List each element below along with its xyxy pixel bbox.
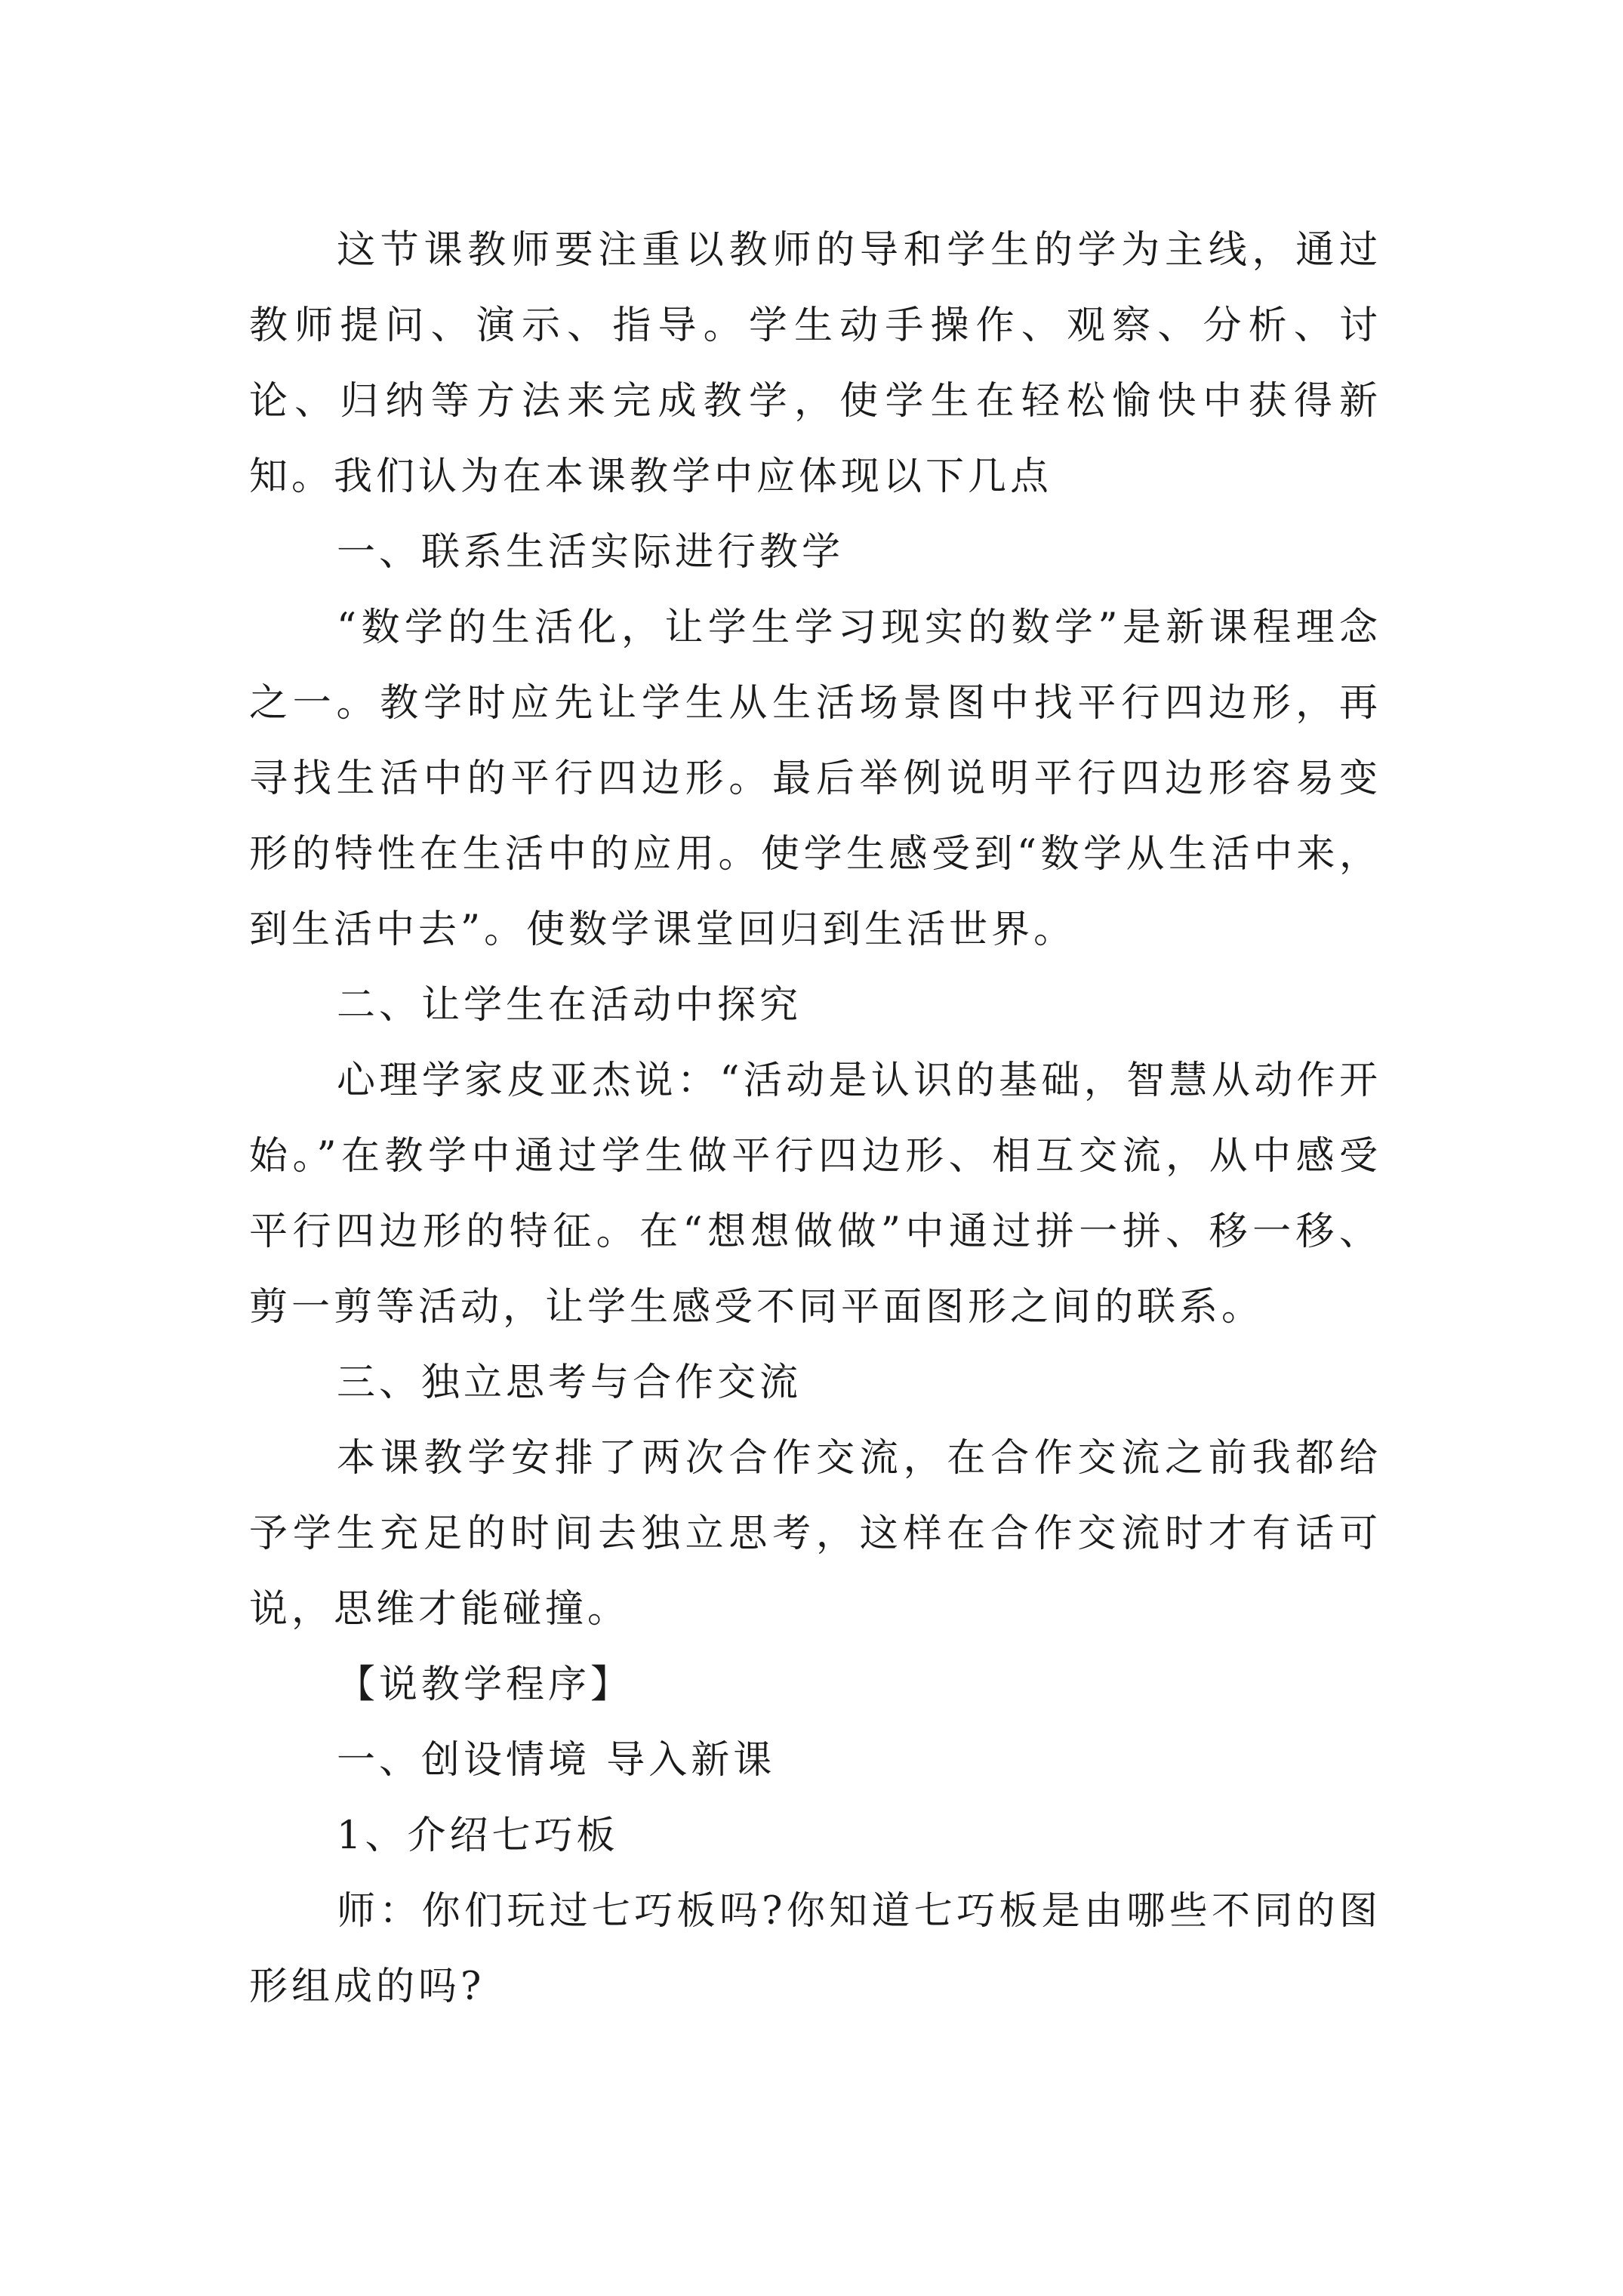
paragraph-teacher-question: 师：你们玩过七巧板吗?你知道七巧板是由哪些不同的图形组成的吗?	[249, 1889, 1381, 2009]
subheading-tangram-intro: 1、介绍七巧板	[337, 1814, 619, 1858]
paragraph-intro: 这节课教师要注重以教师的导和学生的学为主线，通过教师提问、演示、指导。学生动手操作、观察、分析、讨论、归纳等方法来完成教学，使学生在轻松愉快中获得新知。我们认为在本课教学中应体现以下几点	[249, 228, 1381, 499]
heading-independent-thinking: 三、独立思考与合作交流	[337, 1361, 802, 1405]
document-body	[249, 213, 1381, 2025]
heading-activity-exploration: 二、让学生在活动中探究	[337, 983, 802, 1028]
paragraph-life-connection: “数学的生活化，让学生学习现实的数学”是新课程理念之一。教学时应先让学生从生活场景图中找平行四边形，再寻找生活中的平行四边形。最后举例说明平行四边形容易变形的特性在生活中的应用。使学生感受到“数学从生活中来，到生活中去”。使数学课堂回归到生活世界。	[249, 606, 1381, 952]
heading-life-connection: 一、联系生活实际进行教学	[337, 530, 845, 575]
paragraph-independent-thinking: 本课教学安排了两次合作交流，在合作交流之前我都给予学生充足的时间去独立思考，这样在合作交流时才有话可说，思维才能碰撞。	[249, 1436, 1381, 1632]
section-title-teaching-procedure: 【说教学程序】	[337, 1663, 633, 1707]
paragraph-activity-exploration: 心理学家皮亚杰说：“活动是认识的基础，智慧从动作开始。”在教学中通过学生做平行四边形、相互交流，从中感受平行四边形的特征。在“想想做做”中通过拼一拼、移一移、剪一剪等活动，让学生感受不同平面图形之间的联系。	[249, 1059, 1381, 1330]
heading-create-situation: 一、创设情境 导入新课	[337, 1738, 776, 1783]
